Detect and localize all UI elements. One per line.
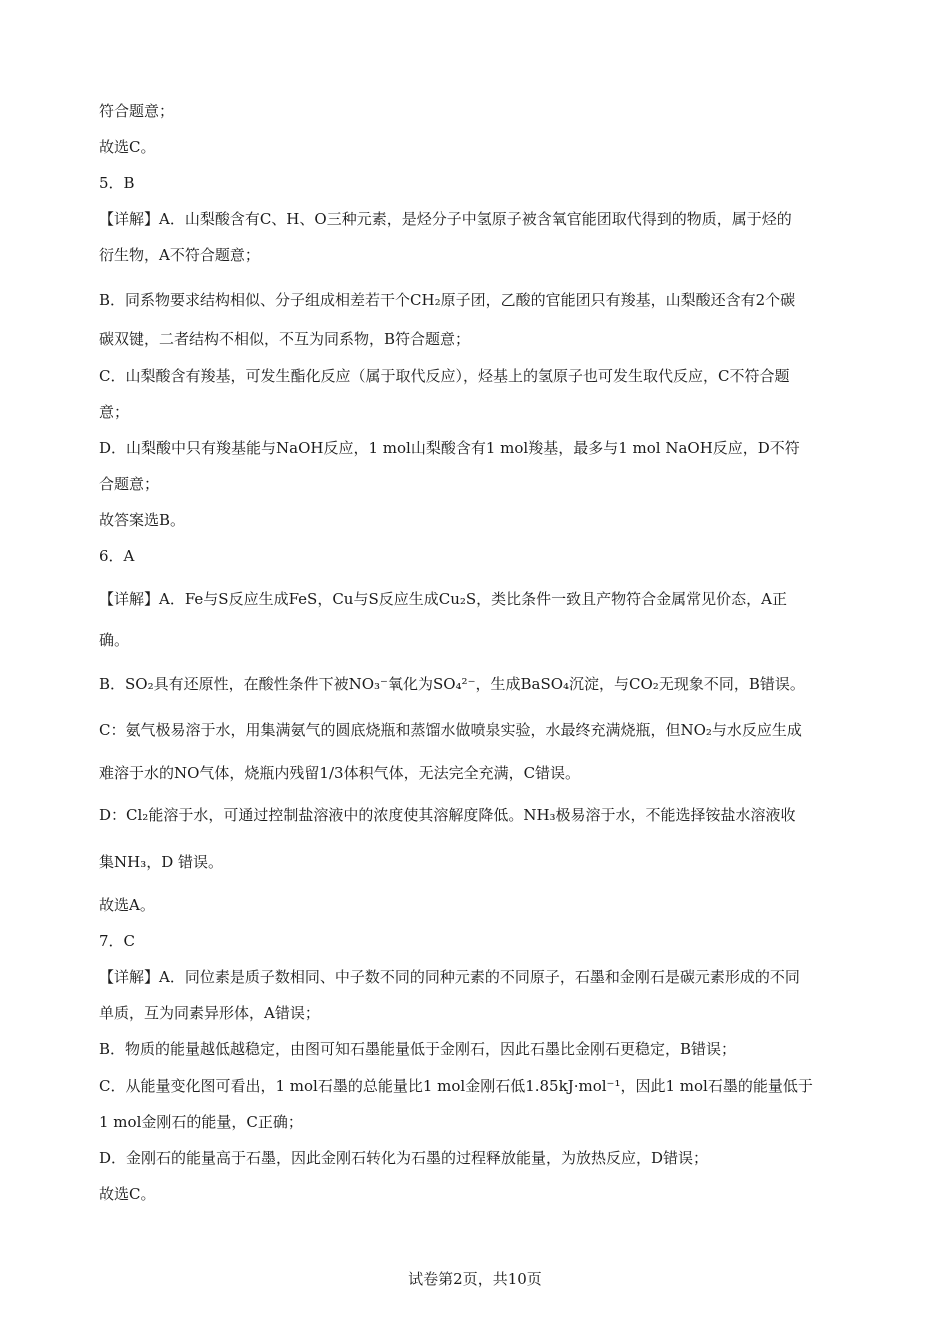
question-number: 6．A <box>99 547 135 565</box>
text-line: 确。 <box>99 631 130 649</box>
text-line: 符合题意； <box>99 102 175 120</box>
text-line: 衍生物，A不符合题意； <box>99 246 260 264</box>
text-line: 单质，互为同素异形体，A错误； <box>99 1004 320 1022</box>
text-line: D．金刚石的能量高于石墨，因此金刚石转化为石墨的过程释放能量，为放热反应，D错误； <box>99 1149 709 1167</box>
text-line: 故答案选B。 <box>99 511 186 529</box>
text-line: 故选A。 <box>99 896 155 914</box>
text-line: 意； <box>99 403 130 421</box>
text-line: 【详解】A．Fe与S反应生成FeS，Cu与S反应生成Cu₂S，类比条件一致且产物符合金属常见价态，A正 <box>99 590 787 608</box>
text-line: D：Cl₂能溶于水，可通过控制盐溶液中的浓度使其溶解度降低。NH₃极易溶于水，不能选择铵盐水溶液收 <box>99 806 796 824</box>
text-line: B．同系物要求结构相似、分子组成相差若干个CH₂原子团，乙酸的官能团只有羧基，山梨酸还含有2个碳 <box>99 291 796 309</box>
text-line: 1 mol金刚石的能量，C正确； <box>99 1113 303 1131</box>
question-number: 5．B <box>99 174 135 192</box>
text-line: 【详解】A．山梨酸含有C、H、O三种元素，是烃分子中氢原子被含氧官能团取代得到的物质，属于烃的 <box>99 210 792 228</box>
text-line: 集NH₃，D 错误。 <box>99 853 224 871</box>
text-line: D．山梨酸中只有羧基能与NaOH反应，1 mol山梨酸含有1 mol羧基，最多与1 mol NaOH反应，D不符 <box>99 439 800 457</box>
text-line: C．山梨酸含有羧基，可发生酯化反应（属于取代反应），烃基上的氢原子也可发生取代反应，C不符合题 <box>99 367 790 385</box>
text-line: 故选C。 <box>99 1185 156 1203</box>
text-line: 【详解】A．同位素是质子数相同、中子数不同的同种元素的不同原子，石墨和金刚石是碳元素形成的不同 <box>99 968 800 986</box>
question-number: 7．C <box>99 932 136 950</box>
text-line: B．SO₂具有还原性，在酸性条件下被NO₃⁻氧化为SO₄²⁻，生成BaSO₄沉淀，与CO₂无现象不同，B错误。 <box>99 675 805 693</box>
text-line: 合题意； <box>99 475 160 493</box>
text-line: C：氨气极易溶于水，用集满氨气的圆底烧瓶和蒸馏水做喷泉实验，水最终充满烧瓶，但NO₂与水反应生成 <box>99 721 802 739</box>
text-line: 难溶于水的NO气体，烧瓶内残留1/3体积气体，无法完全充满，C错误。 <box>99 764 581 782</box>
text-line: 碳双键，二者结构不相似，不互为同系物，B符合题意； <box>99 330 471 348</box>
text-line: B．物质的能量越低越稳定，由图可知石墨能量低于金刚石，因此石墨比金刚石更稳定，B错误； <box>99 1040 737 1058</box>
page-footer: 试卷第2页，共10页 <box>408 1270 542 1288</box>
text-line: C．从能量变化图可看出，1 mol石墨的总能量比1 mol金刚石低1.85kJ·mol⁻¹，因此1 mol石墨的能量低于 <box>99 1077 813 1095</box>
text-line: 故选C。 <box>99 138 156 156</box>
